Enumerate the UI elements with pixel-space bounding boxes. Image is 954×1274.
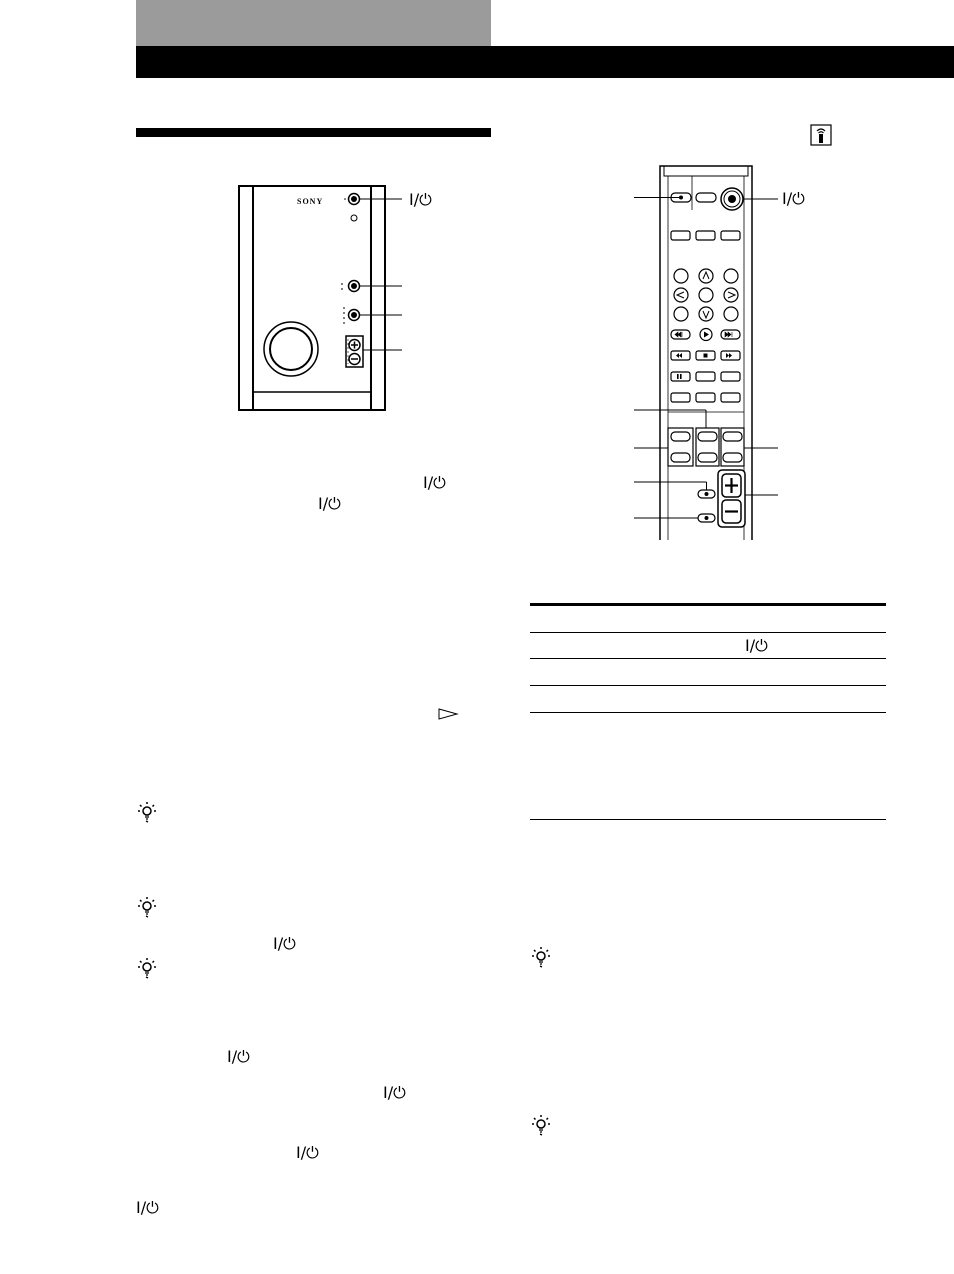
- tip-icon: [530, 945, 552, 969]
- tip-icon: [136, 956, 158, 980]
- tip-icon: [136, 800, 158, 824]
- power-symbol-text-3: I/⏻: [273, 934, 296, 953]
- power-symbol-text-5: I/⏻: [383, 1083, 406, 1102]
- remote-control-diagram: [630, 162, 780, 540]
- continued-triangle-icon: [438, 708, 458, 720]
- table-row-rule: [530, 632, 886, 633]
- table-row-rule: [530, 712, 886, 713]
- power-symbol-remote: I/⏻: [782, 189, 805, 208]
- section-title-rule: [136, 128, 491, 137]
- header-gray-band: [136, 0, 491, 46]
- power-symbol-text-1: I/⏻: [423, 473, 446, 492]
- remote-control-icon: [810, 124, 832, 146]
- tip-icon: [136, 895, 158, 919]
- table-row-rule: [530, 658, 886, 659]
- table-top-rule: [530, 603, 886, 606]
- power-symbol-table: I/⏻: [745, 636, 768, 655]
- table-row-rule: [530, 685, 886, 686]
- table-bottom-rule: [530, 819, 886, 820]
- power-symbol-text-6: I/⏻: [296, 1143, 319, 1162]
- header-black-band: [136, 46, 954, 78]
- front-panel-diagram: [235, 182, 450, 414]
- power-symbol-text-2: I/⏻: [318, 494, 341, 513]
- sony-logo: SONY: [297, 197, 324, 206]
- power-symbol-text-7: I/⏻: [136, 1198, 159, 1217]
- tip-icon: [530, 1113, 552, 1137]
- power-symbol-text-4: I/⏻: [227, 1047, 250, 1066]
- power-symbol-front-panel: I/⏻: [409, 190, 432, 209]
